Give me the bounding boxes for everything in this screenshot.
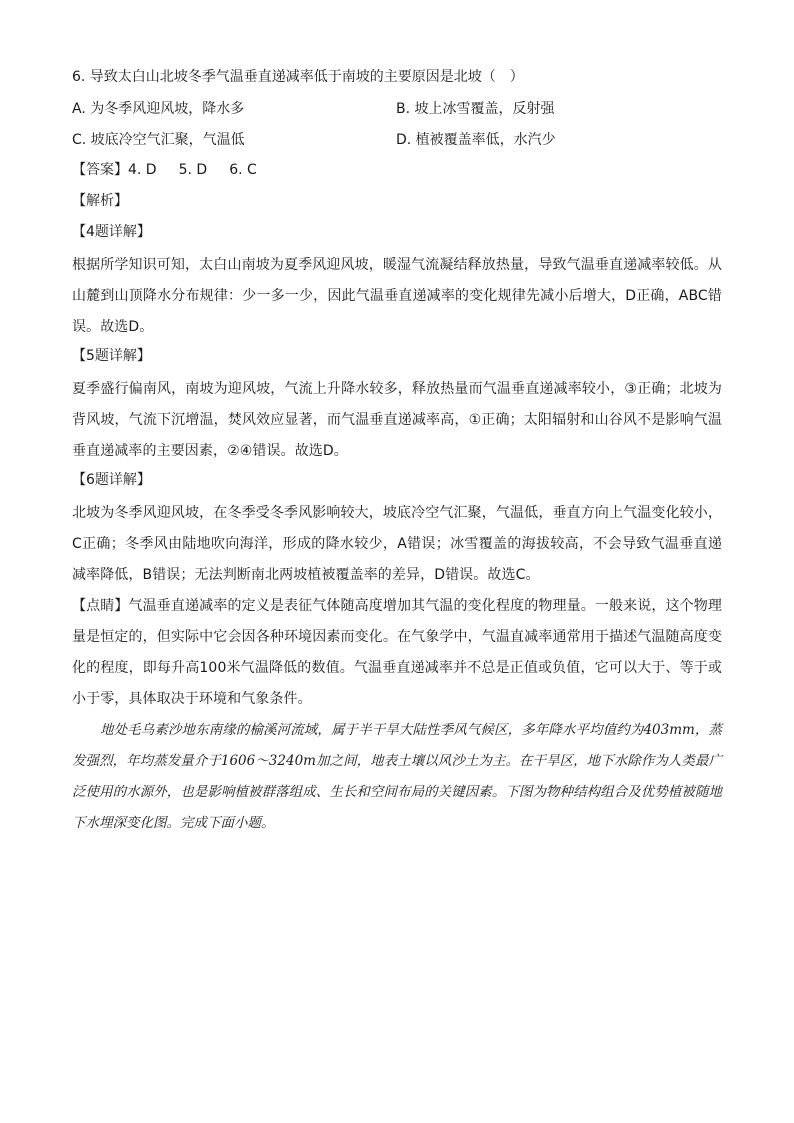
detail-5-text: 夏季盛行偏南风，南坡为迎风坡，气流上升降水较多，释放热量而气温垂直递减率较小，③正确；北坡为背风坡，气流下沉增温，焚风效应显著，而气温垂直递减率高，①正确；太阳辐射和山谷风不是影响气温垂直递减率的主要因素，②④错误。故选D。 [72, 381, 722, 459]
note-label: 【点睛】 [72, 598, 129, 614]
note-paragraph [72, 591, 722, 715]
detail-6-text: 北坡为冬季风迎风坡，在冬季受冬季风影响较大，坡底冷空气汇聚，气温低，垂直方向上气温变化较小，C正确；冬季风由陆地吹向海洋，形成的降水较少，A错误；冰雪覆盖的海拔较高，不会导致气温垂直递减率降低，B错误；无法判断南北两坡植被覆盖率的差异，D错误。故选C。 [72, 505, 722, 583]
detail-6-label: 【6题详解】 [72, 472, 151, 488]
passage-text: 地处毛乌素沙地东南缘的榆溪河流域，属于半干旱大陆性季风气候区，多年降水平均值约为403mm，蒸发强烈，年均蒸发量介于1606～3240m加之间，地表土壤以风沙土为主。在干旱区，地下水除作为人类最广泛使用的水源外，也是影响植被群落组成、生长和空间布局的关键因素。下图为物种结构组合及优势植被随地下水埋深变化图。完成下面小题。 [72, 722, 722, 831]
detail-4-text: 根据所学知识可知，太白山南坡为夏季风迎风坡，暖湿气流凝结释放热量，导致气温垂直递减率较低。从山麓到山顶降水分布规律：少一多一少，因此气温垂直递减率的变化规律先减小后增大，D正确，ABC错误。故选D。 [72, 257, 722, 335]
answer-5: 5. D [178, 162, 208, 178]
detail-4-label: 【4题详解】 [72, 224, 151, 240]
answer-4: 4. D [128, 162, 157, 178]
answer-6: 6. C [229, 162, 257, 178]
option-d: D. 植被覆盖率低，水汽少 [396, 132, 556, 148]
option-c: C. 坡底冷空气汇聚，气温低 [72, 132, 245, 148]
note-text: 气温垂直递减率的定义是表征气体随高度增加其气温的变化程度的物理量。一般来说，这个物理量是恒定的，但实际中它会因各种环境因素而变化。在气象学中，气温直减率通常用于描述气温随高度变化的程度，即每升高100米气温降低的数值。气温垂直递减率并不总是正值或负值，它可以大于、等于或小于零，具体取决于环境和气象条件。 [72, 598, 722, 707]
option-a: A. 为冬季风迎风坡，降水多 [72, 101, 245, 117]
detail-5-label: 【5题详解】 [72, 348, 151, 364]
analysis-label: 【解析】 [72, 193, 128, 209]
question-6-stem: 6. 导致太白山北坡冬季气温垂直递减率低于南坡的主要原因是北坡（ ） [72, 69, 524, 85]
option-b: B. 坡上冰雪覆盖，反射强 [396, 101, 555, 117]
answer-line [72, 160, 722, 180]
answer-label: 【答案】 [72, 162, 128, 178]
